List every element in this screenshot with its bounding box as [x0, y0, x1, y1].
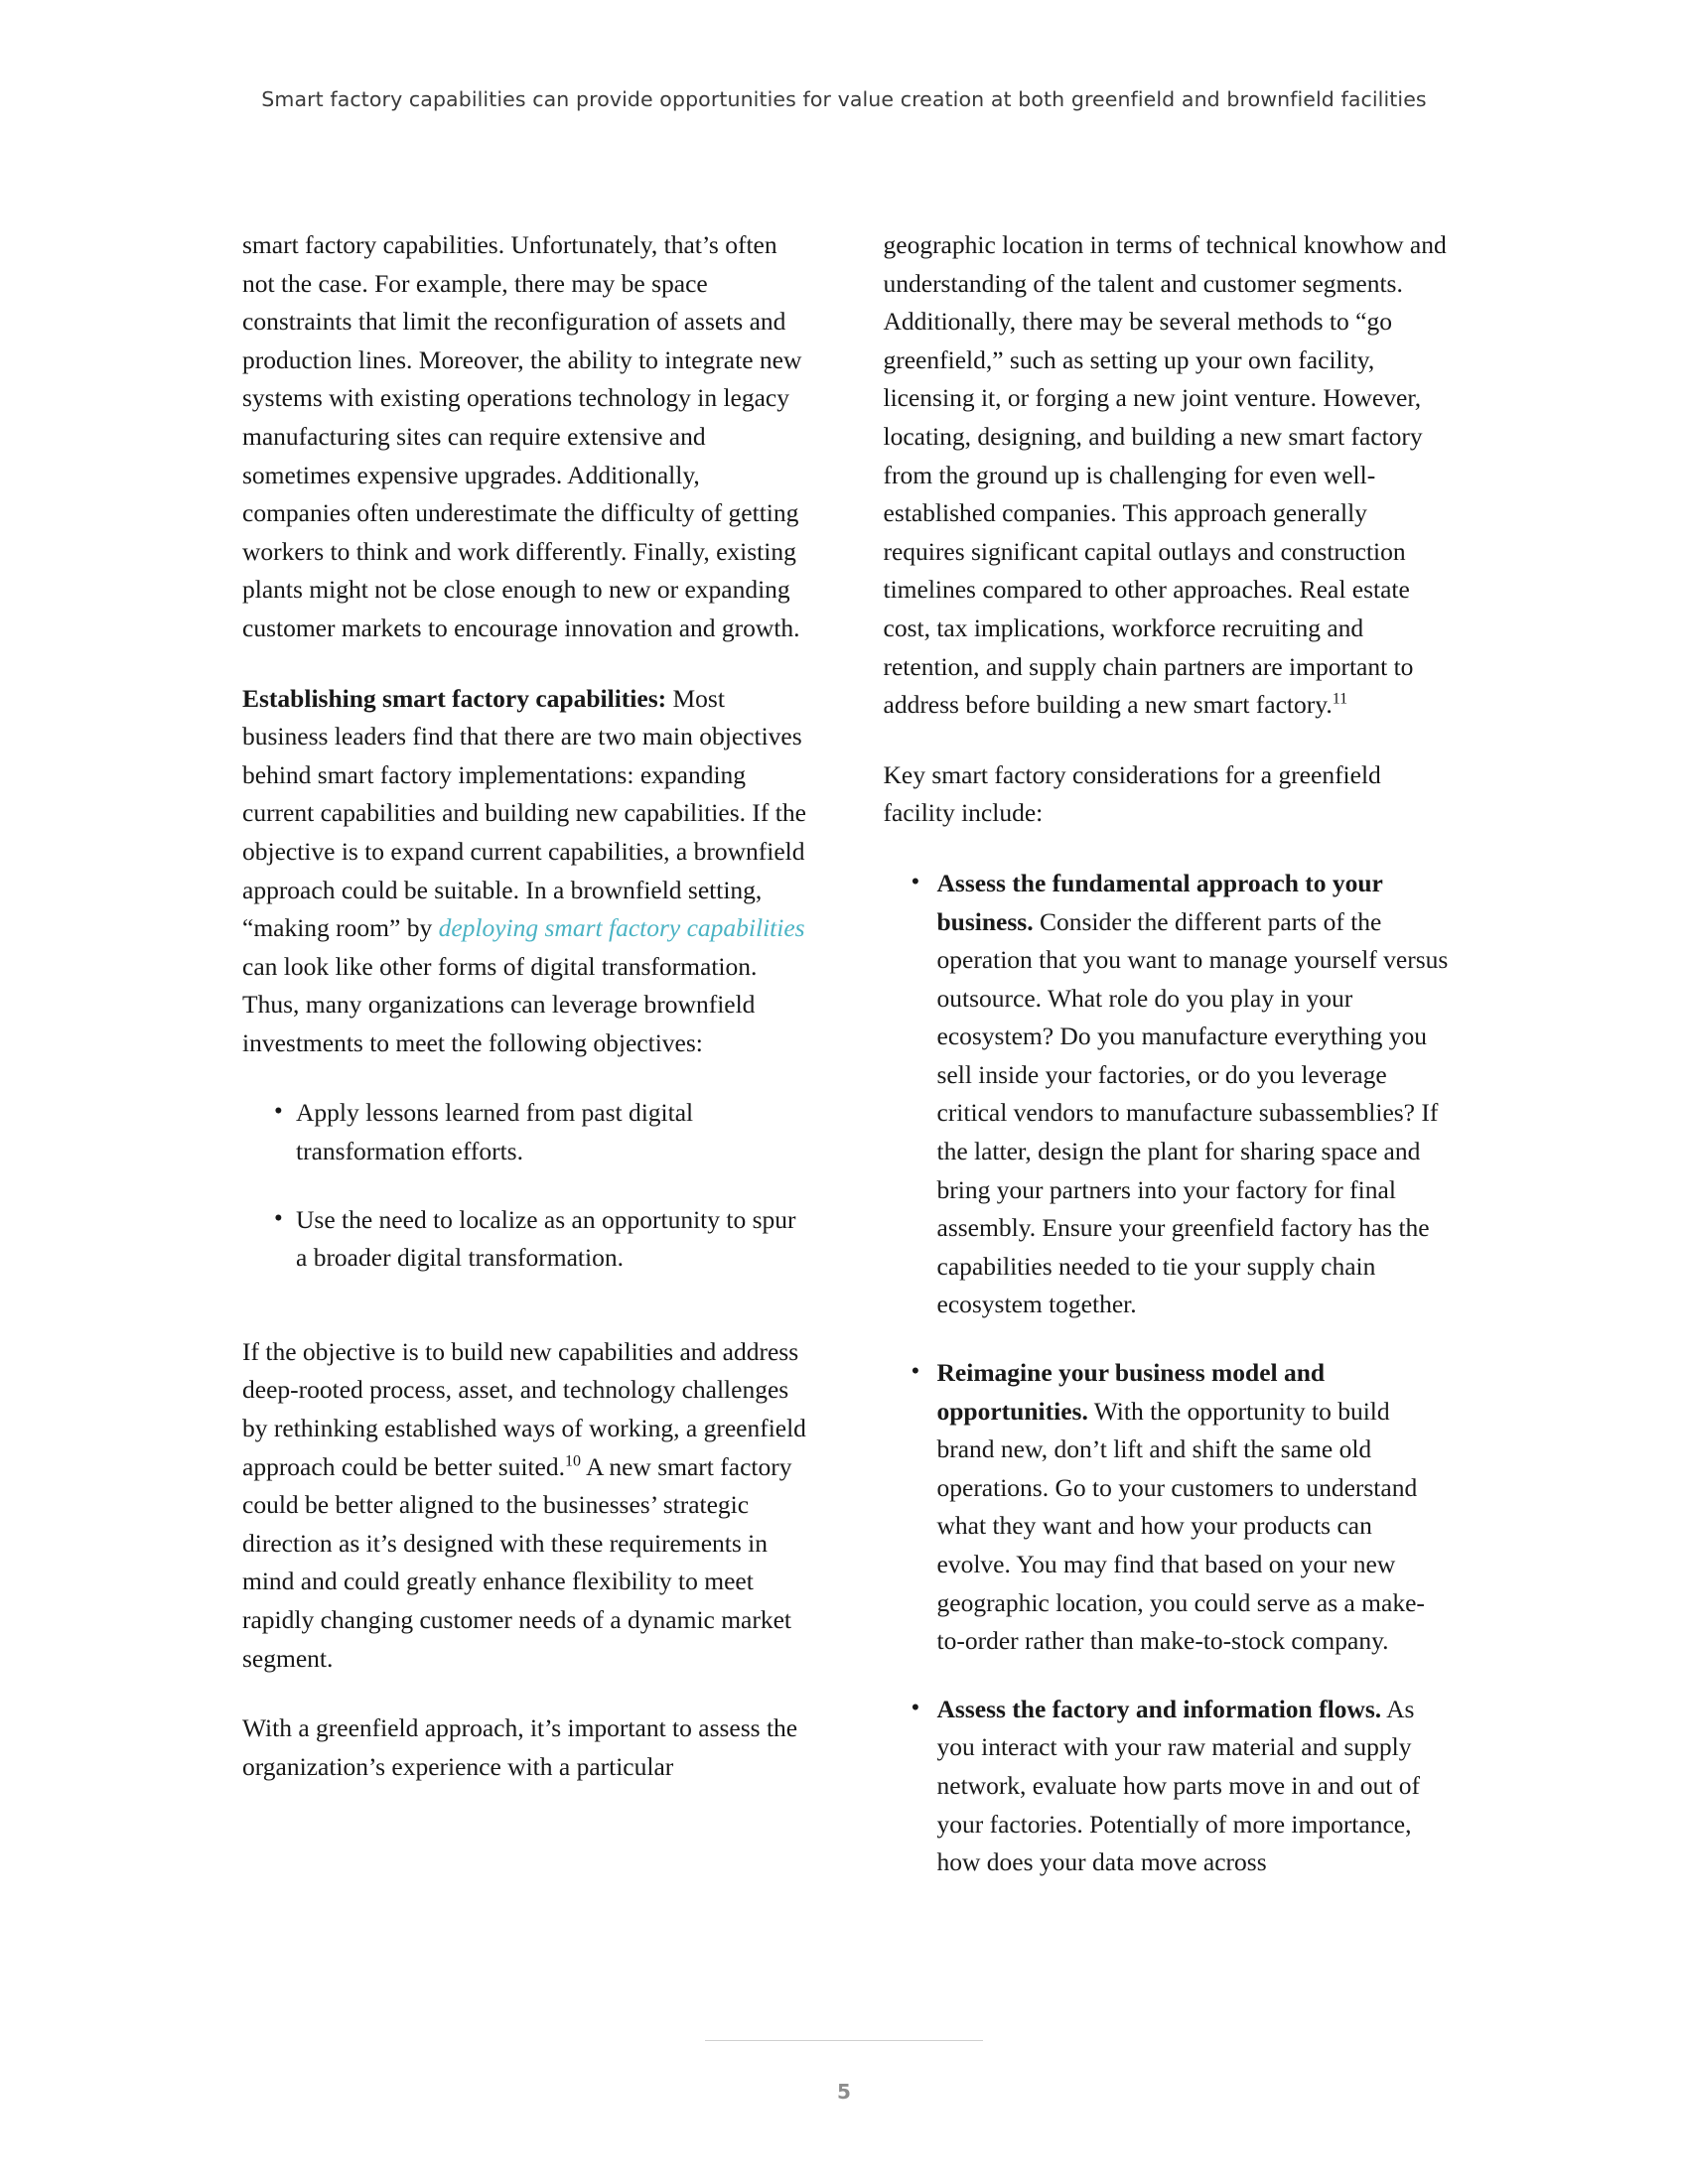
brownfield-objectives-list [242, 1094, 808, 1277]
paragraph-text-a: geographic location in terms of technical knowhow and understanding of the talent and customer segments. Additionally, there may be several methods to “go greenfield,” such as setting up your own facility, licensing it, or forging a new joint venture. However, locating, designing, and building a new smart factory from the ground up is challenging for even well-established companies. This approach generally requires significant capital outlays and construction timelines compared to other approaches. Real estate cost, tax implications, workforce recruiting and retention, and supply chain partners are important to address before building a new smart factory. [883, 230, 1447, 720]
paragraph-text-a: Most business leaders find that there are two main objectives behind smart factory implementations: expanding current capabilities and building new capabilities. If the objective is to expand current capabilities, a brownfield approach could be suitable. In a brownfield setting, “making room” by [242, 683, 806, 943]
paragraph-greenfield-assessment: With a greenfield approach, it’s important to assess the organization’s experience with a particular [242, 1713, 798, 1781]
list-item-lead: Reimagine your business model and opportunities. [936, 1358, 1326, 1426]
list-item [917, 1354, 1450, 1661]
paragraph-key-considerations-intro: Key smart factory considerations for a greenfield facility include: [883, 759, 1381, 828]
paragraph-text-b: can look like other forms of digital transformation. Thus, many organizations can leverage brownfield investments to meet the following objectives: [242, 951, 758, 1057]
list-item [917, 1691, 1450, 1882]
right-column [884, 226, 1450, 1912]
footer-divider [705, 2040, 983, 2041]
paragraph-lead-in: Establishing smart factory capabilities: [242, 683, 667, 713]
list-item-lead: Assess the fundamental approach to your business. [936, 868, 1383, 936]
footnote-marker-11: 11 [1332, 690, 1348, 708]
running-head: Smart factory capabilities can provide opportunities for value creation at both greenfield and brownfield facilities [261, 87, 1427, 111]
list-item: • Use the need to localize as an opportunity to spur a broader digital transformation. [276, 1201, 808, 1278]
footnote-marker-10: 10 [565, 1452, 582, 1470]
list-item-lead: Assess the factory and information flows. [936, 1694, 1382, 1723]
list-item: • Apply lessons learned from past digital transformation efforts. [276, 1094, 808, 1170]
paragraph-establishing-capabilities [242, 680, 808, 1063]
list-item-text: Consider the different parts of the operation that you want to manage yourself versus outsource. What role do you play in your ecosystem? Do you manufacture everything you sell inside your factories, or do you leverage critical vendors to manufacture subassemblies? If the latter, design the plant for sharing space and bring your partners into your factory for final assembly. Ensure your greenfield factory has the capabilities needed to tie your supply chain ecosystem together. [936, 906, 1449, 1319]
paragraph-continuation: smart factory capabilities. Unfortunately, that’s often not the case. For example, there may be space constraints that limit the reconfiguration of assets and production lines. Moreover, the ability to integrate new systems with existing operations technology in legacy manufacturing sites can require extensive and sometimes expensive upgrades. Additionally, companies often underestimate the difficulty of getting workers to think and work differently. Finally, existing plants might not be close enough to new or expanding customer markets to encourage innovation and growth. [242, 230, 802, 642]
list-item [917, 865, 1450, 1324]
inline-link-deploying-smart-factory-capabilities[interactable]: deploying smart factory capabilities [438, 913, 805, 943]
paragraph-geographic-location [884, 226, 1450, 725]
list-item-text: As you interact with your raw material and supply network, evaluate how parts move in and out of your factories. Potentially of more importance, how does your data move across [936, 1694, 1420, 1877]
greenfield-considerations-list [884, 865, 1450, 1882]
page-number: 5 [837, 2080, 851, 2104]
paragraph-greenfield-objective [242, 1333, 808, 1678]
left-column [242, 226, 808, 1912]
paragraph-text-a: If the objective is to build new capabilities and address deep-rooted process, asset, and technology challenges by rethinking established ways of working, a greenfield approach could be better suited. [242, 1336, 806, 1481]
list-item-text: With the opportunity to build brand new, don’t lift and shift the same old operations. Go to your customers to understand what they want and how your products can evolve. You may find that based on your new geographic location, you could serve as a make-to-order rather than make-to-stock company. [936, 1396, 1425, 1656]
paragraph-text-b: A new smart factory could be better aligned to the businesses’ strategic direction as it’s designed with these requirements in mind and could greatly enhance flexibility to meet rapidly changing customer needs of a dynamic market segment. [242, 1451, 792, 1673]
two-column-body [242, 226, 1449, 1912]
